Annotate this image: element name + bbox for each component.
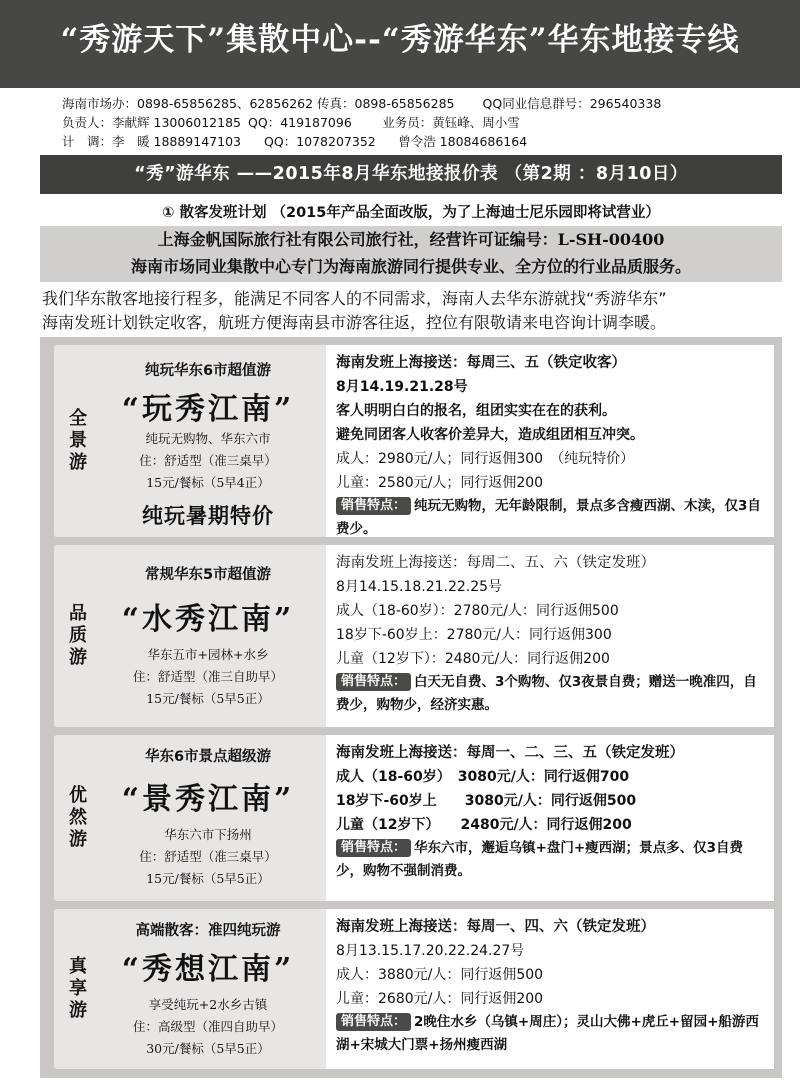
product-summary <box>100 545 316 727</box>
selling-points-tag: 销售特点： <box>336 839 411 857</box>
child-price: 儿童：2680元/人：同行返佣200 <box>336 991 544 1007</box>
owner-label: 负责人： <box>62 115 113 130</box>
category-label <box>54 735 98 901</box>
category-label <box>54 545 98 727</box>
product-details <box>326 735 774 901</box>
staff-label: 业务员： <box>382 115 433 130</box>
senior-price: 18岁下-60岁上 3080元/人：同行返佣500 <box>336 793 637 809</box>
extra-contact: 曾令浩 18084686164 <box>398 134 528 149</box>
product-title: 华东6市景点超级游 <box>144 749 272 765</box>
agency-service: 海南市场同业集散中心专门为海南旅游同行提供专业、全方位的行业品质服务。 <box>130 257 691 276</box>
departure-schedule: 海南发班上海接送：每周三、五（铁定收客） <box>336 355 626 371</box>
fax-number: 0898-65856285 <box>354 96 455 111</box>
product-feature: 享受纯玩+2水乡古镇 <box>148 997 268 1012</box>
selling-points <box>336 495 768 541</box>
departure-dates: 8月14.15.18.21.22.25号 <box>336 579 503 595</box>
product-details <box>326 545 774 727</box>
product-card <box>54 735 770 901</box>
selling-points-text: 纯玩无购物，无年龄限制，景点多含瘦西湖、木渎，仅3自费少。 <box>336 498 761 537</box>
dispatch-contact: 李 暖 18889147103 <box>112 134 241 149</box>
adult-price: 成人（18-60岁） 3080元/人：同行返佣700 <box>336 769 630 785</box>
product-card <box>54 909 770 1069</box>
departure-schedule: 海南发班上海接送：每周二、五、六（铁定发班） <box>336 555 655 571</box>
departure-schedule: 海南发班上海接送：每周一、二、三、五（铁定发班） <box>336 745 684 761</box>
intro-text <box>42 287 782 335</box>
product-hotel: 住：舒适型（准三自助早） <box>132 669 283 684</box>
senior-price: 18岁下-60岁上：2780元/人：同行返佣300 <box>336 627 612 643</box>
detail-line: 避免同团客人收客价差异大，造成组团相互冲突。 <box>336 427 644 443</box>
intro-line-1: 我们华东散客地接行程多，能满足不同客人的不同需求，海南人去华东游就找“秀游华东” <box>42 289 667 308</box>
intro-line-2: 海南发班计划铁定收客，航班方便海南县市游客往返，控位有限敬请来电咨询计调李暖。 <box>42 313 667 332</box>
owner-qq-label: QQ： <box>248 115 281 130</box>
product-details <box>326 345 774 537</box>
product-hotel: 住：高级型（准四自助早） <box>132 1019 283 1034</box>
product-meals: 15元/餐标（5早4正） <box>146 475 270 490</box>
product-details <box>326 909 774 1069</box>
contact-row-owner <box>62 113 782 132</box>
page-title: “秀游天下”集散中心--“秀游华东”华东地接专线 <box>60 22 740 58</box>
selling-points <box>336 1011 768 1057</box>
product-title: 常规华东5市超值游 <box>144 567 272 583</box>
selling-points-tag: 销售特点： <box>336 1013 411 1031</box>
price-list-title: “秀”游华东 ——2015年8月华东地接报价表 （第2期 ：8月10日） <box>40 155 782 194</box>
category-text: 真享游 <box>66 956 87 1022</box>
product-feature: 华东六市下扬州 <box>164 827 252 842</box>
product-title: 纯玩华东6市超值游 <box>144 363 272 379</box>
departure-dates: 8月14.19.21.28号 <box>336 379 468 395</box>
dispatch-qq: 1078207352 <box>296 134 376 149</box>
child-price: 儿童：2580元/人；同行返佣200 <box>336 475 544 491</box>
header-banner <box>0 0 800 88</box>
owner-qq: 419187096 <box>280 115 352 130</box>
dispatch-qq-label: QQ： <box>264 134 297 149</box>
product-slogan: 纯玩暑期特价 <box>142 504 274 528</box>
product-feature: 纯玩无购物、华东六市 <box>145 431 271 446</box>
product-title: 高端散客：准四纯玩游 <box>135 923 281 939</box>
selling-points-text: 2晚住水乡（乌镇+周庄）；灵山大佛+虎丘+留园+船游西湖+宋城大门票+扬州瘦西湖 <box>336 1014 759 1053</box>
selling-points-text: 华东六市，邂逅乌镇+盘门+瘦西湖；景点多、仅3自费少，购物不强制消费。 <box>336 840 744 879</box>
category-text: 品质游 <box>66 603 87 669</box>
plan-heading: ① 散客发班计划 （2015年产品全面改版，为了上海迪士尼乐园即将试营业） <box>162 205 660 221</box>
product-card <box>54 345 770 537</box>
selling-points <box>336 837 768 883</box>
departure-schedule: 海南发班上海接送：每周一、四、六（铁定发班） <box>336 919 655 935</box>
product-summary <box>100 735 316 901</box>
market-phones: 0898-65856285、62856262 <box>137 96 314 111</box>
category-label <box>54 345 98 537</box>
adult-price: 成人（18-60岁）：2780元/人：同行返佣500 <box>336 603 619 619</box>
selling-points-text: 白天无自费、3个购物、仅3夜景自费；赠送一晚准四，自费少，购物少，经济实惠。 <box>336 674 757 713</box>
contact-row-market <box>62 94 782 113</box>
qq-group-number: 296540338 <box>589 96 662 111</box>
selling-points-tag: 销售特点： <box>336 673 411 691</box>
selling-points <box>336 671 768 717</box>
product-name: “水秀江南” <box>121 602 295 637</box>
product-summary <box>100 345 316 537</box>
product-name: “秀想江南” <box>121 952 295 987</box>
product-card <box>54 545 770 727</box>
product-name: “玩秀江南” <box>121 392 295 427</box>
departure-dates: 8月13.15.17.20.22.24.27号 <box>336 943 525 959</box>
category-text: 全景游 <box>66 408 87 474</box>
qq-group-label: QQ同业信息群号： <box>482 96 590 111</box>
product-list <box>40 337 782 1078</box>
product-hotel: 住：舒适型（准三桌早） <box>139 453 277 468</box>
agency-license: 上海金帆国际旅行社有限公司旅行社，经营许可证编号：L-SH-00400 <box>157 230 665 249</box>
product-hotel: 住：舒适型（准三桌早） <box>139 849 277 864</box>
product-meals: 15元/餐标（5早5正） <box>146 871 270 886</box>
staff-names: 黄钰峰、周小雪 <box>432 115 520 130</box>
category-text: 优然游 <box>66 785 87 851</box>
detail-line: 客人明明白白的报名，组团实实在在的获利。 <box>336 403 616 419</box>
fax-label: 传真： <box>317 96 355 111</box>
child-price: 儿童（12岁下）：2480元/人：同行返佣200 <box>336 651 610 667</box>
owner-contact: 李献辉 13006012185 <box>112 115 241 130</box>
dispatch-label: 计 调： <box>62 134 113 149</box>
child-price: 儿童（12岁下） 2480元/人：同行返佣200 <box>336 817 632 833</box>
product-meals: 15元/餐标（5早5正） <box>146 691 270 706</box>
agency-box <box>40 226 782 282</box>
contact-info <box>62 94 782 151</box>
product-meals: 30元/餐标（5早5正） <box>146 1041 270 1056</box>
adult-price: 成人：3880元/人：同行返佣500 <box>336 967 544 983</box>
contact-row-dispatch <box>62 132 782 151</box>
category-label <box>54 909 98 1069</box>
product-name: “景秀江南” <box>121 782 295 817</box>
product-feature: 华东五市+园林+水乡 <box>147 647 269 662</box>
adult-price: 成人：2980元/人；同行返佣300 （纯玩特价） <box>336 451 635 467</box>
selling-points-tag: 销售特点： <box>336 497 411 515</box>
product-summary <box>100 909 316 1069</box>
market-label: 海南市场办： <box>62 96 138 111</box>
